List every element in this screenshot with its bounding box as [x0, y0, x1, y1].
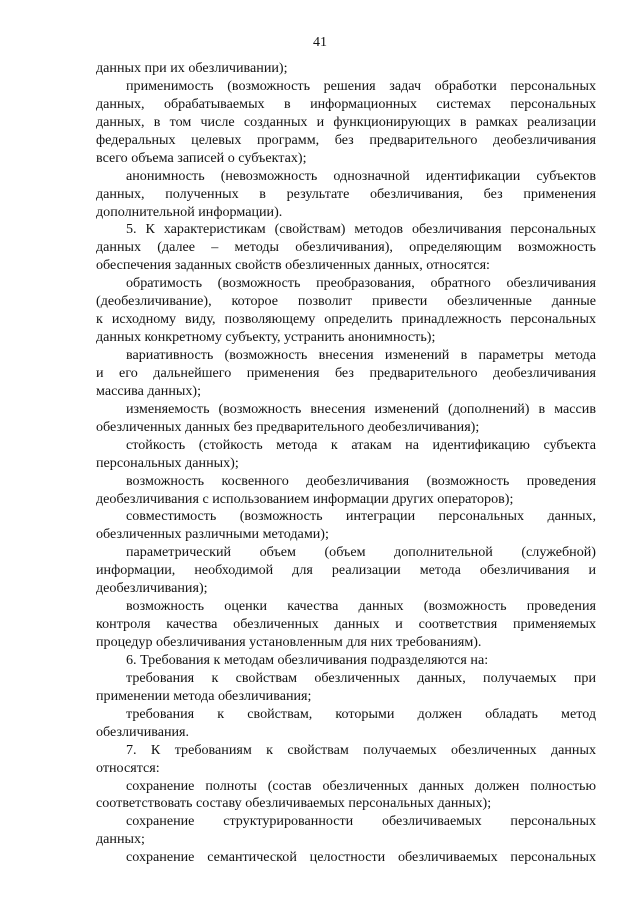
- text-line: (деобезличивание), которое позволит привести обезличенные данные: [96, 293, 596, 310]
- text-line: относятся:: [96, 759, 160, 776]
- paragraph: [96, 60, 596, 78]
- text-line: контроля качества обезличенных данных и соответствия применяемых: [96, 616, 596, 633]
- text-line: возможность косвенного деобезличивания (возможность проведения: [126, 472, 596, 489]
- text-line: и его дальнейшего применения без предварительного деобезличивания: [96, 364, 596, 381]
- text-line: федеральных целевых программ, без предварительного деобезличивания: [96, 131, 596, 148]
- paragraph: [96, 598, 596, 652]
- text-line: 6. Требования к методам обезличивания подразделяются на:: [126, 651, 489, 668]
- text-line: данных конкретному субъекту, устранить анонимность);: [96, 329, 436, 346]
- text-line: 5. К характеристикам (свойствам) методов обезличивания персональных: [126, 221, 596, 238]
- paragraph: [96, 813, 596, 849]
- text-line: данных, в том числе созданных и функционирующих в рамках реализации: [96, 113, 596, 130]
- text-line: применении метода обезличивания;: [96, 687, 312, 704]
- text-line: сохранение структурированности обезличиваемых персональных: [126, 813, 596, 830]
- text-line: требования к свойствам, которыми должен обладать метод: [126, 705, 596, 722]
- paragraph: [96, 221, 596, 275]
- text-line: 7. К требованиям к свойствам получаемых обезличенных данных: [126, 741, 596, 758]
- text-line: совместимость (возможность интеграции персональных данных,: [126, 508, 596, 525]
- text-line: вариативность (возможность внесения изменений в параметры метода: [126, 347, 596, 363]
- paragraph: [96, 437, 596, 473]
- text-line: массива данных);: [96, 382, 202, 399]
- text-line: данных, обрабатываемых в информационных системах персональных: [96, 95, 596, 112]
- text-line: возможность оценки качества данных (возможность проведения: [126, 598, 596, 615]
- paragraph: [96, 544, 596, 598]
- text-line: данных при их обезличивании);: [96, 60, 288, 76]
- text-line: информации, необходимой для реализации метода обезличивания и: [96, 562, 596, 579]
- paragraph: [96, 508, 596, 544]
- text-line: обезличенных различными методами);: [96, 526, 329, 543]
- paragraph: [96, 670, 596, 706]
- paragraph: [96, 742, 596, 778]
- text-line: сохранение семантической целостности обезличиваемых персональных: [126, 849, 596, 866]
- paragraph: [96, 168, 596, 222]
- paragraph: [96, 778, 596, 814]
- document-body: [96, 60, 596, 867]
- text-line: деобезличивания с использованием информации других операторов);: [96, 490, 514, 507]
- paragraph: [96, 473, 596, 509]
- text-line: деобезличивания);: [96, 580, 208, 597]
- paragraph: [96, 401, 596, 437]
- paragraph: [96, 347, 596, 401]
- text-line: данных (далее – методы обезличивания), определяющим возможность: [96, 239, 596, 256]
- paragraph: [96, 849, 596, 867]
- paragraph: [96, 706, 596, 742]
- text-line: обезличенных данных без предварительного деобезличивания);: [96, 418, 480, 435]
- text-line: данных;: [96, 831, 145, 848]
- text-line: изменяемость (возможность внесения изменений (дополнений) в массив: [126, 400, 596, 417]
- text-line: соответствовать составу обезличиваемых персональных данных);: [96, 795, 492, 812]
- text-line: к исходному виду, позволяющему определить принадлежность персональных: [96, 311, 596, 328]
- text-line: всего объема записей о субъектах);: [96, 149, 307, 166]
- text-line: обезличивания.: [96, 723, 190, 740]
- text-line: стойкость (стойкость метода к атакам на идентификацию субъекта: [126, 436, 596, 453]
- text-line: персональных данных);: [96, 454, 239, 471]
- text-line: дополнительной информации).: [96, 203, 283, 220]
- text-line: требования к свойствам обезличенных данных, получаемых при: [126, 669, 596, 686]
- text-line: анонимность (невозможность однозначной идентификации субъектов: [126, 167, 596, 184]
- text-line: сохранение полноты (состав обезличенных данных должен полностью: [126, 777, 596, 794]
- text-line: параметрический объем (объем дополнительной (служебной): [126, 544, 596, 561]
- text-line: обеспечения заданных свойств обезличенных данных, относятся:: [96, 257, 490, 274]
- text-line: данных, полученных в результате обезличивания, без применения: [96, 185, 596, 202]
- text-line: применимость (возможность решения задач обработки персональных: [126, 77, 596, 94]
- paragraph: [96, 275, 596, 347]
- text-line: процедур обезличивания установленным для них требованиям).: [96, 634, 482, 650]
- page-number: 41: [313, 35, 327, 50]
- paragraph: [96, 78, 596, 168]
- text-line: обратимость (возможность преобразования, обратного обезличивания: [126, 275, 596, 292]
- paragraph: [96, 652, 596, 670]
